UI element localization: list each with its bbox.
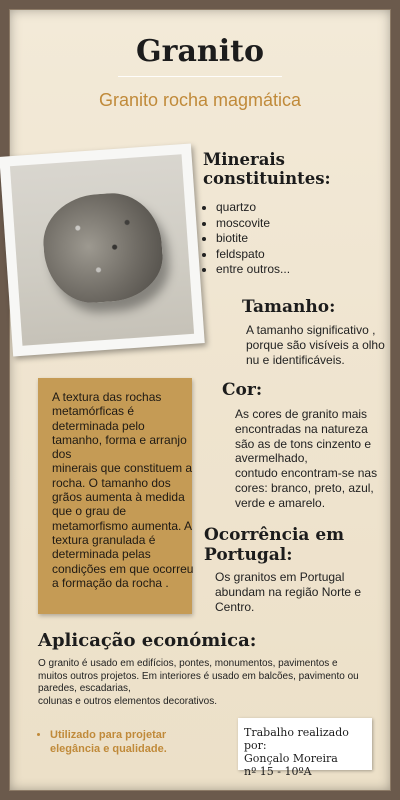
size-text: A tamanho significativo , porque são visíveis a olho nu e identificáveis.: [246, 323, 385, 367]
title-divider: [118, 76, 282, 77]
granite-photo-frame: [0, 144, 205, 357]
size-heading: Tamanho:: [242, 297, 336, 317]
granite-photo: [10, 154, 194, 346]
occurrence-text: Os granitos em Portugal abundam na região Norte e Centro.: [215, 570, 362, 614]
mineral-item: • feldspato: [216, 247, 290, 263]
poster-title: Granito: [136, 34, 264, 69]
granite-rock-image: [40, 190, 165, 306]
highlight-item: • Utilizado para projetar elegância e qualidade.: [50, 728, 200, 756]
highlight-list: [38, 728, 200, 756]
mineral-item: • entre outros...: [216, 262, 290, 278]
mineral-item: • quartzo: [216, 200, 290, 216]
mineral-item: • biotite: [216, 231, 290, 247]
texture-box: [38, 378, 192, 614]
minerals-heading: Minerais constituintes:: [203, 150, 331, 188]
mineral-item: • moscovite: [216, 216, 290, 232]
application-heading: Aplicação económica:: [38, 630, 257, 651]
color-heading: Cor:: [222, 380, 263, 400]
color-text: As cores de granito mais encontradas na natureza são as de tons cinzento e avermelhado, contudo encontram-se nas cores: branco, preto, azul, verde e amarelo.: [235, 407, 378, 510]
occurrence-heading: Ocorrência em Portugal:: [204, 525, 345, 565]
application-text: O granito é usado em edifícios, pontes, monumentos, pavimentos e muitos outros projetos. Em interiores é usado em balcões, pavimento ou paredes, escadarias, colunas e outros elementos decorativos.: [38, 658, 359, 707]
credit-text: Trabalho realizado por: Gonçalo Moreira nº 15 - 10ºA: [244, 726, 349, 778]
poster-subtitle: Granito rocha magmática: [98, 90, 302, 110]
minerals-list: [202, 200, 290, 278]
credit-box: [238, 718, 372, 778]
texture-text: A textura das rochas metamórficas é determinada pelo tamanho, forma e arranjo dos minerais que constituem a rocha. O tamanho dos grãos aumenta à medida que o grau de metamorfismo aumenta. A textura granulada é determinada pelas condições em que ocorreu a formação da rocha .: [52, 390, 194, 590]
